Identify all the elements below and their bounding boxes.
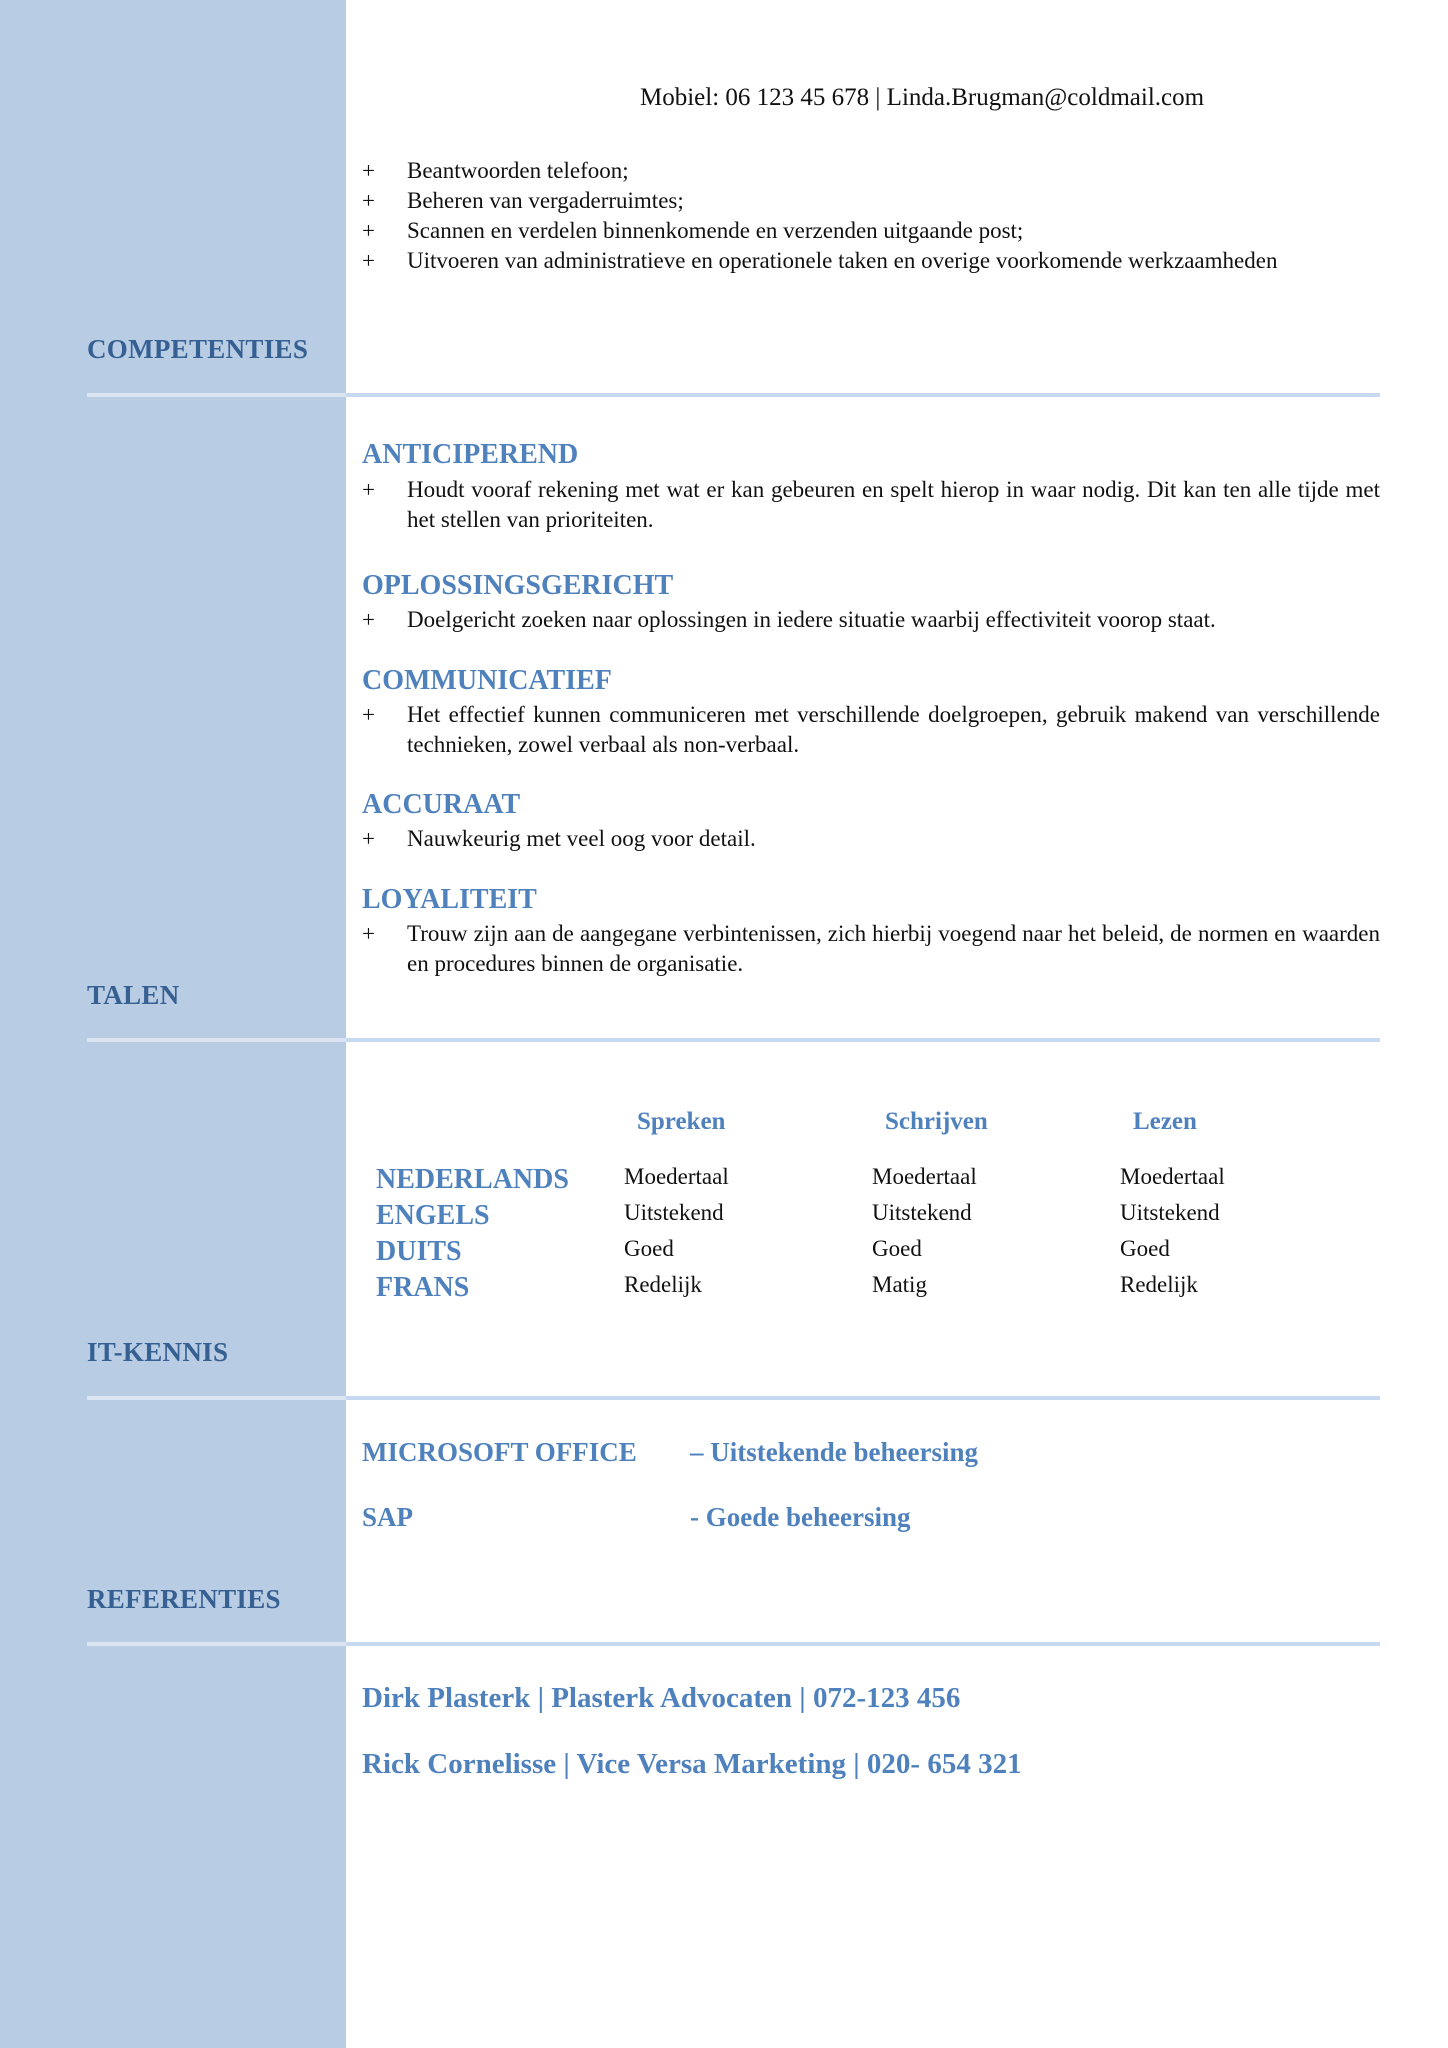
language-name: ENGELS (376, 1200, 490, 1231)
language-level: Redelijk (1120, 1272, 1198, 1297)
competency-list (362, 919, 1380, 979)
plus-icon: + (362, 158, 375, 183)
competency-list (362, 475, 1380, 535)
plus-icon: + (362, 188, 375, 213)
language-column-lezen: Lezen (1133, 1108, 1197, 1135)
competency-title: OPLOSSINGSGERICHT (362, 570, 674, 601)
language-level: Moedertaal (872, 1164, 977, 1189)
plus-icon: + (362, 921, 375, 946)
section-divider (87, 1642, 1380, 1646)
language-column-schrijven: Schrijven (885, 1108, 988, 1135)
language-level: Moedertaal (1120, 1164, 1225, 1189)
competency-list (362, 605, 1380, 635)
section-heading-competenties: COMPETENTIES (87, 334, 309, 364)
plus-icon: + (362, 826, 375, 851)
language-level: Uitstekend (872, 1200, 972, 1225)
list-item: + Uitvoeren van administratieve en operationele taken en overige voorkomende werkzaamheden (362, 246, 1380, 276)
language-level: Moedertaal (624, 1164, 729, 1189)
competency-title: COMMUNICATIEF (362, 665, 612, 696)
duties-list (362, 156, 1380, 276)
plus-icon: + (362, 248, 375, 273)
competency-title: ANTICIPEREND (362, 439, 579, 470)
list-item: + Beantwoorden telefoon; (362, 156, 1380, 186)
reference-entry: Rick Cornelisse | Vice Versa Marketing | 020- 654 321 (362, 1748, 1022, 1780)
plus-icon: + (362, 218, 375, 243)
language-level: Goed (624, 1236, 674, 1261)
language-level: Uitstekend (1120, 1200, 1220, 1225)
section-heading-talen: TALEN (87, 980, 180, 1010)
language-level: Redelijk (624, 1272, 702, 1297)
list-item: + Scannen en verdelen binnenkomende en verzenden uitgaande post; (362, 216, 1380, 246)
language-name: FRANS (376, 1272, 470, 1303)
sidebar-panel (0, 0, 346, 2048)
it-skill-name: MICROSOFT OFFICE (362, 1437, 637, 1467)
it-skill-name: SAP (362, 1502, 414, 1532)
language-column-spreken: Spreken (637, 1108, 726, 1135)
competency-list (362, 824, 1380, 854)
language-level: Uitstekend (624, 1200, 724, 1225)
competency-list (362, 700, 1380, 760)
language-name: NEDERLANDS (376, 1164, 569, 1195)
list-item: + Beheren van vergaderruimtes; (362, 186, 1380, 216)
language-level: Matig (872, 1272, 927, 1297)
section-divider (87, 1038, 1380, 1042)
plus-icon: + (362, 477, 375, 502)
contact-line: Mobiel: 06 123 45 678 | Linda.Brugman@coldmail.com (640, 84, 1205, 111)
competency-title: LOYALITEIT (362, 884, 537, 915)
language-level: Goed (1120, 1236, 1170, 1261)
list-item: + Doelgericht zoeken naar oplossingen in iedere situatie waarbij effectiviteit voorop staat. (362, 605, 1380, 635)
competency-title: ACCURAAT (362, 789, 521, 820)
list-item: + Houdt vooraf rekening met wat er kan gebeuren en spelt hierop in waar nodig. Dit kan ten alle tijde met het stellen van prioriteiten. (362, 477, 1380, 532)
section-divider (87, 1396, 1380, 1400)
language-level: Goed (872, 1236, 922, 1261)
list-item: + Het effectief kunnen communiceren met verschillende doelgroepen, gebruik makend van verschillende technieken, zowel verbaal als non-verbaal. (362, 702, 1380, 757)
plus-icon: + (362, 702, 375, 727)
section-heading-referenties: REFERENTIES (87, 1584, 281, 1614)
language-name: DUITS (376, 1236, 462, 1267)
reference-entry: Dirk Plasterk | Plasterk Advocaten | 072-123 456 (362, 1682, 961, 1714)
section-divider (87, 393, 1380, 397)
section-heading-it-kennis: IT-KENNIS (87, 1337, 229, 1367)
list-item: + Nauwkeurig met veel oog voor detail. (362, 824, 1380, 854)
list-item: + Trouw zijn aan de aangegane verbintenissen, zich hierbij voegend naar het beleid, de normen en waarden en procedures binnen de organisatie. (362, 921, 1380, 976)
it-skill-level: - Goede beheersing (690, 1502, 911, 1532)
plus-icon: + (362, 607, 375, 632)
it-skill-level: – Uitstekende beheersing (690, 1437, 978, 1467)
